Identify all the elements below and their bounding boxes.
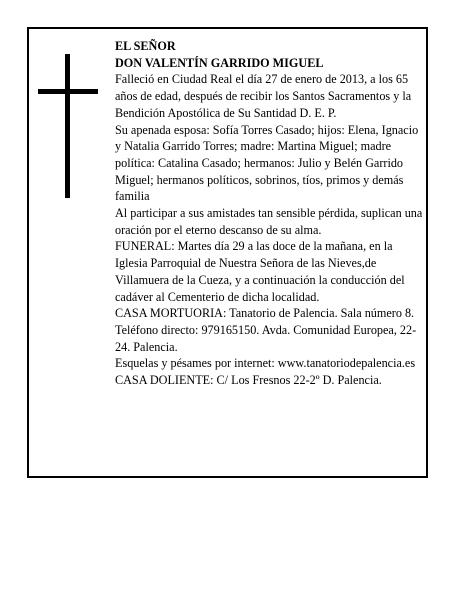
mortuary-details: CASA MORTUORIA: Tanatorio de Palencia. Sala número 8. Teléfono directo: 979165150. Avda. Comunidad Europea, 22-24. Palencia.	[115, 306, 417, 354]
cross-icon	[38, 54, 98, 198]
prayer-request: Al participar a sus amistades tan sensible pérdida, suplican una oración por el eterno descanso de su alma.	[115, 206, 423, 237]
grieving-house: CASA DOLIENTE: C/ Los Fresnos 22-2º D. Palencia.	[115, 373, 382, 388]
deceased-name: DON VALENTÍN GARRIDO MIGUEL	[115, 55, 324, 70]
death-details: Falleció en Ciudad Real el día 27 de enero de 2013, a los 65 años de edad, después de recibir los Santos Sacramentos y la Bendición Apostólica de Su Santidad D. E. P.	[115, 72, 412, 120]
obituary-text	[115, 38, 427, 389]
cross-horizontal-bar	[38, 89, 98, 94]
internet-condolences: Esquelas y pésames por internet: www.tanatoriodepalencia.es	[115, 356, 416, 371]
deceased-title: EL SEÑOR	[115, 39, 176, 53]
family-list: Su apenada esposa: Sofía Torres Casado; hijos: Elena, Ignacio y Natalia Garrido Torres; madre: Martina Miguel; madre política: Catalina Casado; hermanos: Julio y Belén Garrido Miguel; hermanos políticos, sobrinos, tíos, primos y demás familia	[115, 122, 419, 204]
funeral-details: FUNERAL: Martes día 29 a las doce de la mañana, en la Iglesia Parroquial de Nuestra Señora de las Nieves,de Villamuera de la Cueza, y a continuación la conducción del cadáver al Cementerio de dicha localidad.	[115, 239, 405, 304]
cross-vertical-bar	[65, 54, 70, 198]
